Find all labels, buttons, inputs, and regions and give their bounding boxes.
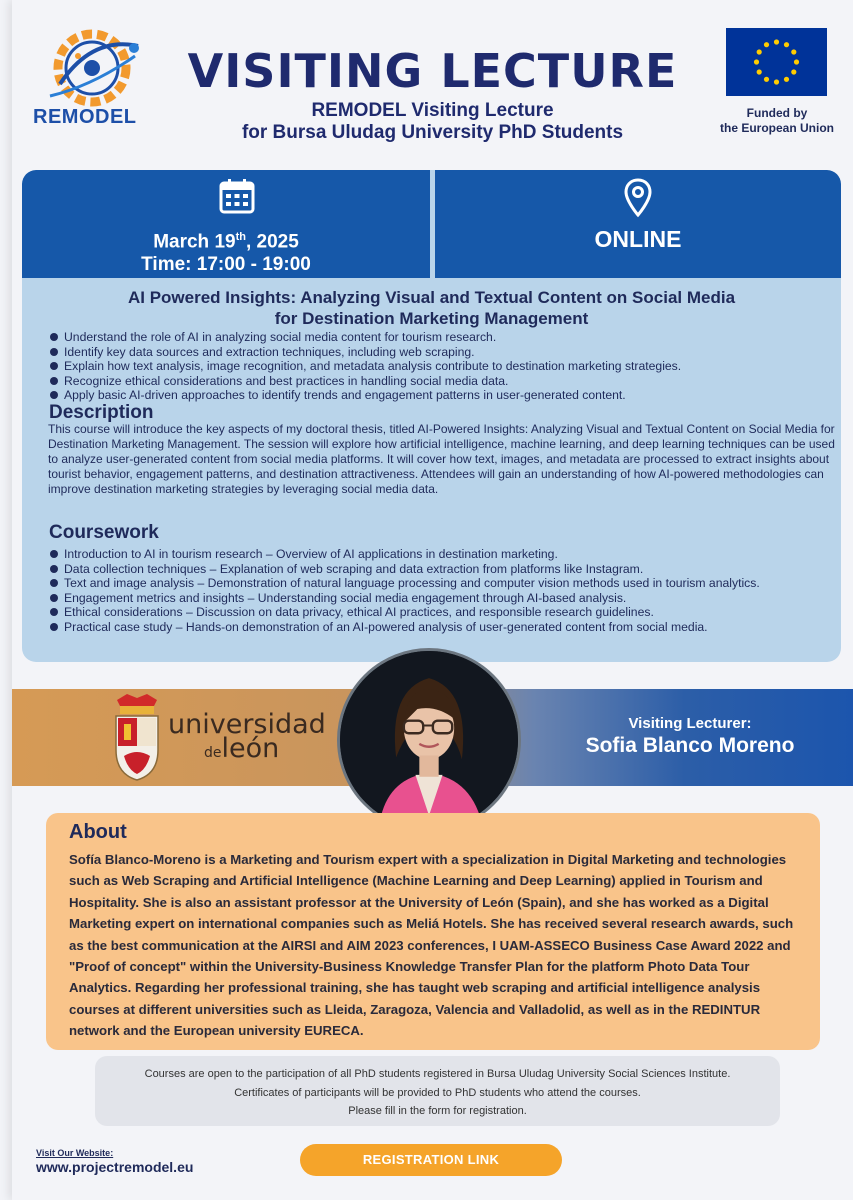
list-item: Introduction to AI in tourism research – Overview of AI applications in destination marketing.: [50, 547, 830, 562]
lecturer-name: Sofia Blanco Moreno: [585, 734, 795, 757]
coursework-list: [50, 547, 830, 635]
eu-funding-label: [710, 106, 844, 136]
description-heading: Description: [49, 402, 154, 423]
event-date: [22, 226, 430, 253]
subtitle: [160, 100, 705, 144]
lecturer-label: Visiting Lecturer:: [628, 715, 752, 732]
eu-line-2: the European Union: [720, 121, 834, 135]
course-title-line-2: for Destination Marketing Management: [274, 309, 589, 328]
list-item: Apply basic AI-driven approaches to identify trends and engagement patterns in user-generated content.: [50, 388, 830, 403]
note-line-2: Certificates of participants will be provided to PhD students who attend the courses.: [234, 1086, 641, 1099]
uni-de: de: [204, 745, 222, 761]
description-text: This course will introduce the key aspects of my doctoral thesis, titled AI-Powered Insights: Analyzing Visual and Textual Content on Social Media for Destination Marketing Management. The session will explore how artificial intelligence, machine learning, and deep learning techniques can be used to analyze user-generated content from social media platforms. It will cover how text, images, and metadata are processed to extract insights about tourist behavior, engagement patterns, and destination attractiveness. Attendees will gain an understanding of how AI-powered methodologies can improve destination marketing strategies by leveraging social media data.: [48, 422, 835, 496]
logo-wordmark: REMODEL: [33, 106, 137, 128]
list-item: Practical case study – Hands-on demonstration of an AI-powered analysis of user-generated content from social media.: [50, 620, 830, 635]
date-year: , 2025: [245, 231, 299, 253]
about-heading: About: [69, 821, 127, 843]
course-title: [22, 287, 841, 329]
course-title-line-1: AI Powered Insights: Analyzing Visual and Textual Content on Social Media: [127, 288, 736, 307]
location-pin-icon: [624, 178, 652, 218]
about-text: Sofía Blanco-Moreno is a Marketing and Tourism expert with a specialization in Digital Marketing and technologies such as Web Scraping and Artificial Intelligence (Machine Learning and Deep Learning) applied in Tourism and Hospitality. She is also an assistant professor at the University of León (Spain), and she has worked as a Digital Marketing expert on international companies such as Meliá Hotels. She has received several research awards, such as the best communication at the AIRSI and AIM 2023 conferences, I UAM-ASSECO Business Case Award 2022 and "Proof of concept" within the University-Business Knowledge Transfer Plan for the platform Photo Data Tour Analytics. Regarding her professional training, she has taught web scraping and artificial intelligence analysis courses at different universities such as Lleida, Zaragoza, Valencia and Valladolid, as well as in the REDINTUR network and the European university EURECA.: [69, 852, 794, 1039]
date-ordinal: th: [235, 231, 246, 243]
subtitle-line-2: for Bursa Uludag University PhD Students: [241, 122, 624, 143]
lecturer-photo: [337, 648, 521, 832]
uni-line-1: universidad: [168, 709, 326, 740]
location-box: [435, 170, 841, 278]
note-line-1: Courses are open to the participation of all PhD students registered in Bursa Uludag University Social Sciences Institute.: [144, 1068, 731, 1080]
visit-website-label: Visit Our Website:: [36, 1148, 114, 1158]
about-section: [46, 813, 820, 1050]
event-datetime: [22, 226, 430, 276]
list-item: Recognize ethical considerations and best practices in handling social media data.: [50, 374, 830, 389]
list-item: Text and image analysis – Demonstration of natural language processing and computer vision methods used in tourism analytics.: [50, 576, 830, 591]
uni-leon: león: [221, 733, 280, 764]
event-time: Time: 17:00 - 19:00: [141, 254, 311, 276]
note-line-3: Please fill in the form for registration.: [348, 1105, 527, 1117]
list-item: Understand the role of AI in analyzing social media content for tourism research.: [50, 330, 830, 345]
list-item: Data collection techniques – Explanation of web scraping and data extraction from platforms like Instagram.: [50, 562, 830, 577]
list-item: Explain how text analysis, image recognition, and metadata analysis contribute to destination marketing strategies.: [50, 359, 830, 374]
date-day: March 19: [153, 231, 236, 253]
list-item: Identify key data sources and extraction techniques, including web scraping.: [50, 345, 830, 360]
university-crest-icon: [112, 692, 162, 782]
date-box: [22, 170, 430, 278]
event-location: ONLINE: [594, 226, 682, 252]
course-info-panel: [22, 170, 841, 662]
eu-flag-icon: [726, 28, 827, 96]
list-item: Engagement metrics and insights – Understanding social media engagement through AI-based analysis.: [50, 591, 830, 606]
eu-line-1: Funded by: [746, 106, 808, 120]
registration-note: [95, 1056, 780, 1126]
university-name: [168, 709, 326, 765]
registration-link-button[interactable]: REGISTRATION LINK: [300, 1144, 562, 1176]
subtitle-line-1: REMODEL Visiting Lecture: [311, 100, 554, 121]
objectives-list: [50, 330, 830, 403]
website-link[interactable]: www.projectremodel.eu: [36, 1159, 194, 1175]
page-title: VISITING LECTURE: [187, 44, 678, 98]
calendar-icon: [219, 178, 255, 214]
list-item: Ethical considerations – Discussion on data privacy, ethical AI practices, and responsible research guidelines.: [50, 605, 830, 620]
coursework-heading: Coursework: [49, 522, 159, 543]
